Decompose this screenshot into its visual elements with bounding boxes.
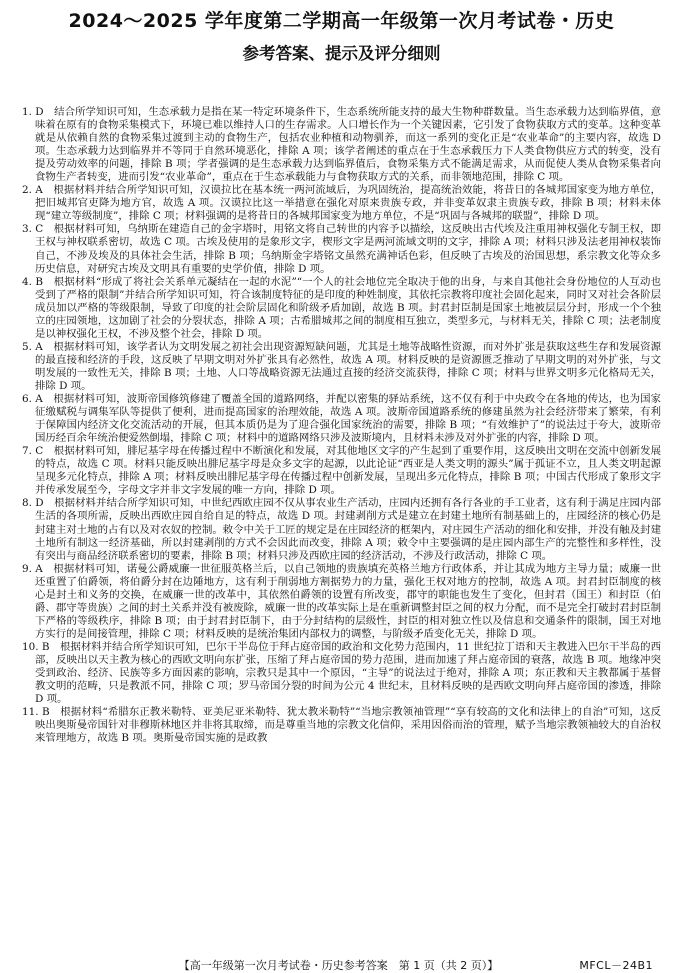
footer-page-info: 【高一年级第一次月考试卷・历史参考答案 第 1 页（共 2 页）】 [178,959,499,972]
answer-list [22,106,661,745]
answer-item-1: 1. D 结合所学知识可知，生态承载力是指在某一特定环境条件下，生态系统所能支持的最大生物种群数量。当生态承载力达到临界值，意味着在原有的食物采集模式下，环境已难以维持人口的生存需求。人口增长作为一个关键因素，它引发了食物获取方式的变革。这种变革就是从依赖自然的食物采集过渡到主动的食物生产，包括农业种植和动物驯养，而这一系列的变化正是“农业革命”的主要内容，故选 D 项。生态承载力达到临界并不等同于自然环境恶化，排除 A 项；该学者阐述的重点在于生态承载压力下人类食物供应方式的转变，没有提及劳动效率的问题，排除 B 项；学者强调的是生态承载力达到临界值后，食物采集方式不能满足需求，从而促使人类从食物采集者向食物生产者转变，进而引发“农业革命”，重点在于生态承载能力与食物获取方式的关系，而非领地范围，排除 C 项。 [22,106,661,184]
answer-item-2: 2. A 根据材料并结合所学知识可知，汉谟拉比在基本统一两河流域后，为巩固统治，提高统治效能，将昔日的各城邦国家变为地方单位，把旧城邦官吏降为地方官，故选 A 项。汉谟拉比这一举措意在强化对原来贵族专政，并非变革奴隶主贵族专政，排除 B 项；材料未体现“建立等级制度”，排除 C 项；材料强调的是将昔日的各城邦国家变为地方单位，不是“巩固与各城邦的联盟”，排除 D 项。 [22,184,661,223]
footer-paper-code: MFCL－24B1 [579,959,653,972]
answer-item-11: 11. B 根据材料“希腊东正教米勒特、亚美尼亚米勒特、犹太教米勒特”“当地宗教领袖管理”“享有较高的文化和法律上的自治”可知，这反映出奥斯曼帝国针对非穆斯林地区并非将其取缔，而是尊重当地的宗教文化信仰，采用因俗而治的管理，赋予当地宗教领袖较大的自治权来管理地方，故选 B 项。奥斯曼帝国实施的是政教 [22,706,661,745]
answer-item-9: 9. A 根据材料可知，诺曼公爵威廉一世征服英格兰后，以自己领地的贵族填充英格兰地方行政体系，并让其成为地方主导力量；威廉一世还重置了伯爵领，将伯爵分封在边陲地方，这有利于削弱地方割据势力的力量，强化王权对地方的控制，故选 A 项。封君封臣制度的核心是封土和义务的交换，在威廉一世的改革中，其依然伯爵领的设置有所改变，郡守的职能也发生了变化，但封君（国王）和封臣（伯爵、郡守等贵族）之间的封土关系并没有被废除，威廉一世的改革实际上是在重新调整封臣之间的权力分配，而不是完全打破封君封臣制下严格的等级秩序，排除 B 项；由于封君封臣制下，由于分封结构的层级性，封臣的相对独立性以及信息和交通条件的限制，国王对地方实行的是间接管理，排除 C 项；材料反映的是统治集团内部权力的调整，与阶级矛盾变化无关，排除 D 项。 [22,562,661,640]
page-title: 2024～2025 学年度第二学期高一年级第一次月考试卷・历史 [68,10,615,32]
answer-item-10: 10. B 根据材料并结合所学知识可知，巴尔干半岛位于拜占庭帝国的政治和文化势力范围内，11 世纪拉丁语和天主教进入巴尔干半岛的西部，反映出以天主教为核心的西欧文明向东扩张，压缩了拜占庭帝国的势力范围，进而加速了拜占庭帝国的衰落，故选 B 项。地缘冲突受到政治、经济、民族等多方面因素的影响，宗教只是其中一个原因，“主导”的说法过于绝对，排除 A 项；东正教和天主教都属于基督教文明的范畴，只是教派不同，排除 C 项；罗马帝国分裂的时间为公元 4 世纪末，且材料反映的是西欧文明向拜占庭帝国的渗透，排除 D 项。 [22,640,661,706]
answer-item-8: 8. D 根据材料并结合所学知识可知，中世纪西欧庄园不仅从事农业生产活动，庄园内还拥有各行各业的手工业者，这有利于满足庄园内部生活的各项所需，反映出西欧庄园自给自足的特点，故选 D 项。封建剥削方式是建立在封建土地所有制基础上的，庄园经济的核心仍是封建主对土地的占有以及对农奴的控制。敕令中关于工匠的规定是在庄园经济的框架内，对庄园生产活动的细化和安排，并没有触及封建土地所有制这一经济基础，所以封建剥削的方式不会因此而改变，排除 A 项；敕令中主要强调的是庄园内部生产的完整性和多样性，没有突出与商品经济联系密切的要素，排除 B 项；材料只涉及西欧庄园的经济活动，不涉及行政活动，排除 C 项。 [22,497,661,562]
answer-item-3: 3. C 根据材料可知，乌纳斯在建造自己的金字塔时，用铭文将自己转世的内容予以描绘，这反映出古代埃及注重用神权强化专制王权，即王权与神权联系密切，故选 C 项。古埃及使用的是象形文字，楔形文字是两河流域文明的文字，排除 A 项；材料只涉及法老用神权装饰自己，不涉及埃及的具体社会生活，排除 B 项；乌纳斯金字塔铭文虽然充满神话色彩，但反映了古埃及的治国思想，系宗教文化等众多历史信息，对研究古埃及文明具有重要的史学价值，排除 D 项。 [22,223,661,275]
answer-item-4: 4. B 根据材料“形成了将社会关系单元凝结在一起的水泥”“一个人的社会地位完全取决于他的出身，与来自其他社会身份地位的人互动也受到了严格的限制”并结合所学知识可知，符合该制度特征的是印度的种姓制度，其依托宗教将印度社会固化起来，同时又对社会各阶层成员加以严格的等级限制，导致了印度的社会阶层固化和阶级矛盾加剧，故选 B 项。封君封臣制是国家土地被层层分封，形成一个个独立的庄园领地，这加剧了社会的分裂状态，排除 A 项；古希腊城邦之间的制度相互独立，类型多元，与材料无关，排除 C 项；法老制度是以神权强化王权，不涉及整个社会，排除 D 项。 [22,275,661,340]
answer-item-6: 6. A 根据材料可知，波斯帝国修筑修建了覆盖全国的道路网络，并配以密集的驿站系统，这不仅有利于中央政令在各地的传达，也为国家征缴赋税与调集军队等提供了便利，进而提高国家的治理效能，故选 A 项。波斯帝国道路系统的修建虽然为社会经济带来了繁荣，有利于保障国内经济文化交流活动的开展，但其本质仍是为了迎合强化国家统治的需要，排除 B 项；“有效维护了”的说法过于夸大，波斯帝国历经百余年统治便爱然倒塌，排除 C 项；材料中的道路网络只涉及波斯境内，且材料未涉及对外扩张的内容，排除 D 项。 [22,393,661,445]
answer-item-5: 5. A 根据材料可知，该学者认为文明发展之初社会出现资源短缺问题，尤其是土地等战略性资源，而对外扩张是获取这些生存和发展资源的最直接和经济的手段，这反映了早期文明对外扩张具有必然性，故选 A 项。材料反映的是资源匮乏推动了早期文明的对外扩张，与文明发展的一致性无关，排除 B 项；土地、人口等战略资源无法通过直接的经济交流获得，排除 C 项；材料与世界文明多元化格局无关，排除 D 项。 [22,340,661,392]
answer-item-7: 7. C 根据材料可知，腓尼基字母在传播过程中不断演化和发展，对其他地区文字的产生起到了重要作用，这反映出文明在交流中创新发展的特点，故选 C 项。材料只能反映出腓尼基字母是众多文字的起源，以此论证“西亚是人类文明的源头”属于孤证不立，且人类文明起源呈现多元化特点，排除 A 项；材料反映出腓尼基字母在传播过程中创新发展，呈现出多元化特点，排除 B 项；中国古代形成了象形文字并传承发展至今，字母文字并非文字发展的唯一方向，排除 D 项。 [22,445,661,497]
page-subtitle: 参考答案、提示及评分细则 [242,44,441,63]
